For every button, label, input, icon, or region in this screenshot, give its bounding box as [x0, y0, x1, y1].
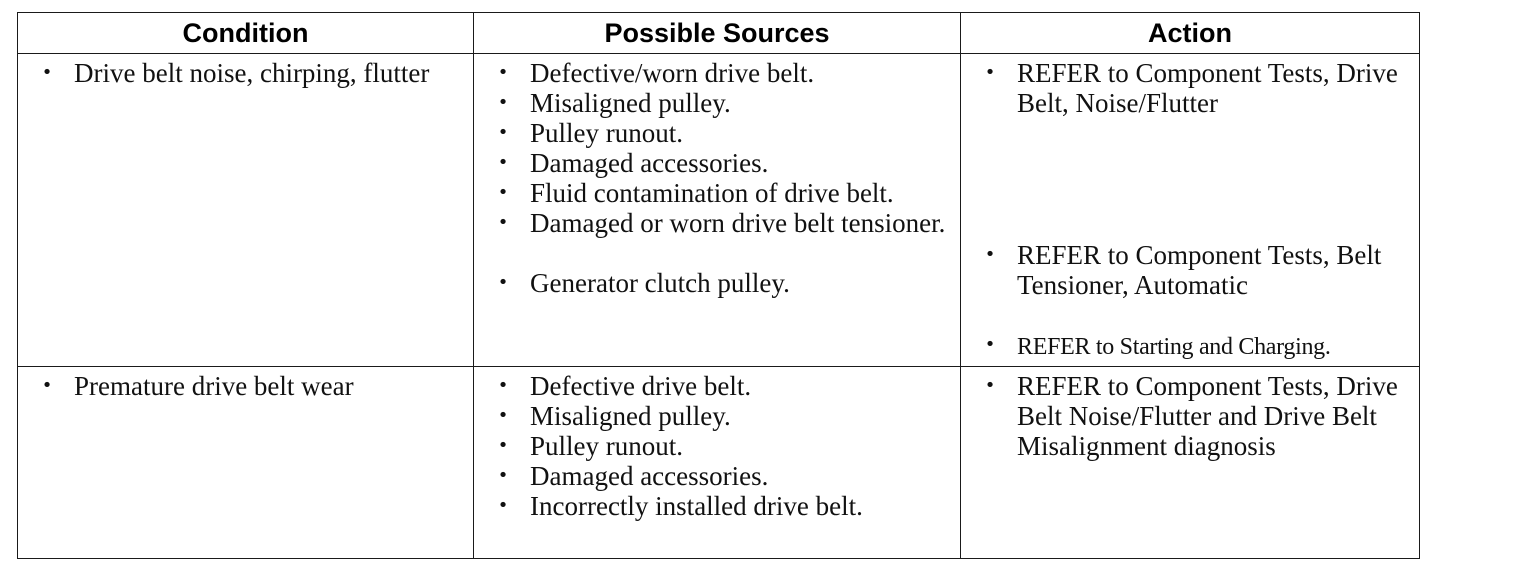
condition-cell	[18, 367, 474, 559]
action-cell	[961, 54, 1420, 367]
source-text: Damaged or worn drive belt tensioner.	[530, 208, 946, 238]
bullet-icon: •	[497, 62, 509, 83]
list-item	[488, 88, 954, 118]
header-condition: Condition	[18, 13, 474, 54]
bullet-icon: •	[497, 405, 509, 426]
bullet-icon: •	[497, 375, 509, 396]
bullet-icon: •	[497, 182, 509, 203]
bullet-icon: •	[497, 465, 509, 486]
list-item	[975, 371, 1413, 461]
list-item	[488, 118, 954, 148]
list-item	[488, 268, 954, 298]
condition-text: Drive belt noise, chirping, flutter	[74, 58, 430, 88]
list-item	[975, 240, 1413, 300]
bullet-icon: •	[497, 435, 509, 456]
bullet-icon: •	[41, 62, 53, 83]
source-text: Defective drive belt.	[530, 371, 752, 401]
list-item	[32, 58, 467, 88]
list-item	[488, 148, 954, 178]
header-row	[18, 13, 1420, 54]
bullet-icon: •	[41, 375, 53, 396]
source-text: Misaligned pulley.	[530, 401, 731, 431]
bullet-icon: •	[497, 212, 509, 233]
condition-text: Premature drive belt wear	[74, 371, 354, 401]
source-text: Pulley runout.	[530, 118, 683, 148]
bullet-icon: •	[984, 244, 996, 265]
source-text: Damaged accessories.	[530, 148, 769, 178]
action-cell	[961, 367, 1420, 559]
list-item	[488, 178, 954, 208]
bullet-icon: •	[497, 272, 509, 293]
sources-cell	[474, 367, 961, 559]
sources-cell	[474, 54, 961, 367]
action-text: REFER to Starting and Charging.	[1017, 334, 1331, 360]
list-item	[32, 371, 467, 401]
header-action: Action	[961, 13, 1420, 54]
source-text: Defective/worn drive belt.	[530, 58, 815, 88]
list-item	[488, 208, 954, 238]
bullet-icon: •	[497, 122, 509, 143]
list-item	[488, 58, 954, 88]
list-item	[488, 401, 954, 431]
source-text: Damaged accessories.	[530, 461, 769, 491]
bullet-icon: •	[497, 92, 509, 113]
action-text: REFER to Component Tests, Belt Tensioner, Automatic	[1017, 240, 1382, 300]
list-item	[488, 461, 954, 491]
source-text: Misaligned pulley.	[530, 88, 731, 118]
bullet-icon: •	[984, 375, 996, 396]
list-item	[975, 58, 1413, 118]
source-text: Generator clutch pulley.	[530, 268, 790, 298]
bullet-icon: •	[984, 334, 996, 355]
condition-cell	[18, 54, 474, 367]
bullet-icon: •	[497, 495, 509, 516]
source-text: Fluid contamination of drive belt.	[530, 178, 894, 208]
table-row	[18, 367, 1420, 559]
list-item	[488, 371, 954, 401]
action-text: REFER to Component Tests, Drive Belt Noise/Flutter and Drive Belt Misalignment diagnosis	[1017, 371, 1398, 461]
bullet-icon: •	[497, 152, 509, 173]
list-item	[488, 491, 954, 521]
source-text: Incorrectly installed drive belt.	[530, 491, 863, 521]
header-possible-sources: Possible Sources	[474, 13, 961, 54]
list-item	[975, 330, 1413, 362]
diagnosis-table	[17, 12, 1420, 559]
bullet-icon: •	[984, 62, 996, 83]
action-text: REFER to Component Tests, Drive Belt, Noise/Flutter	[1017, 58, 1398, 118]
table-row	[18, 54, 1420, 367]
list-item	[488, 431, 954, 461]
source-text: Pulley runout.	[530, 431, 683, 461]
